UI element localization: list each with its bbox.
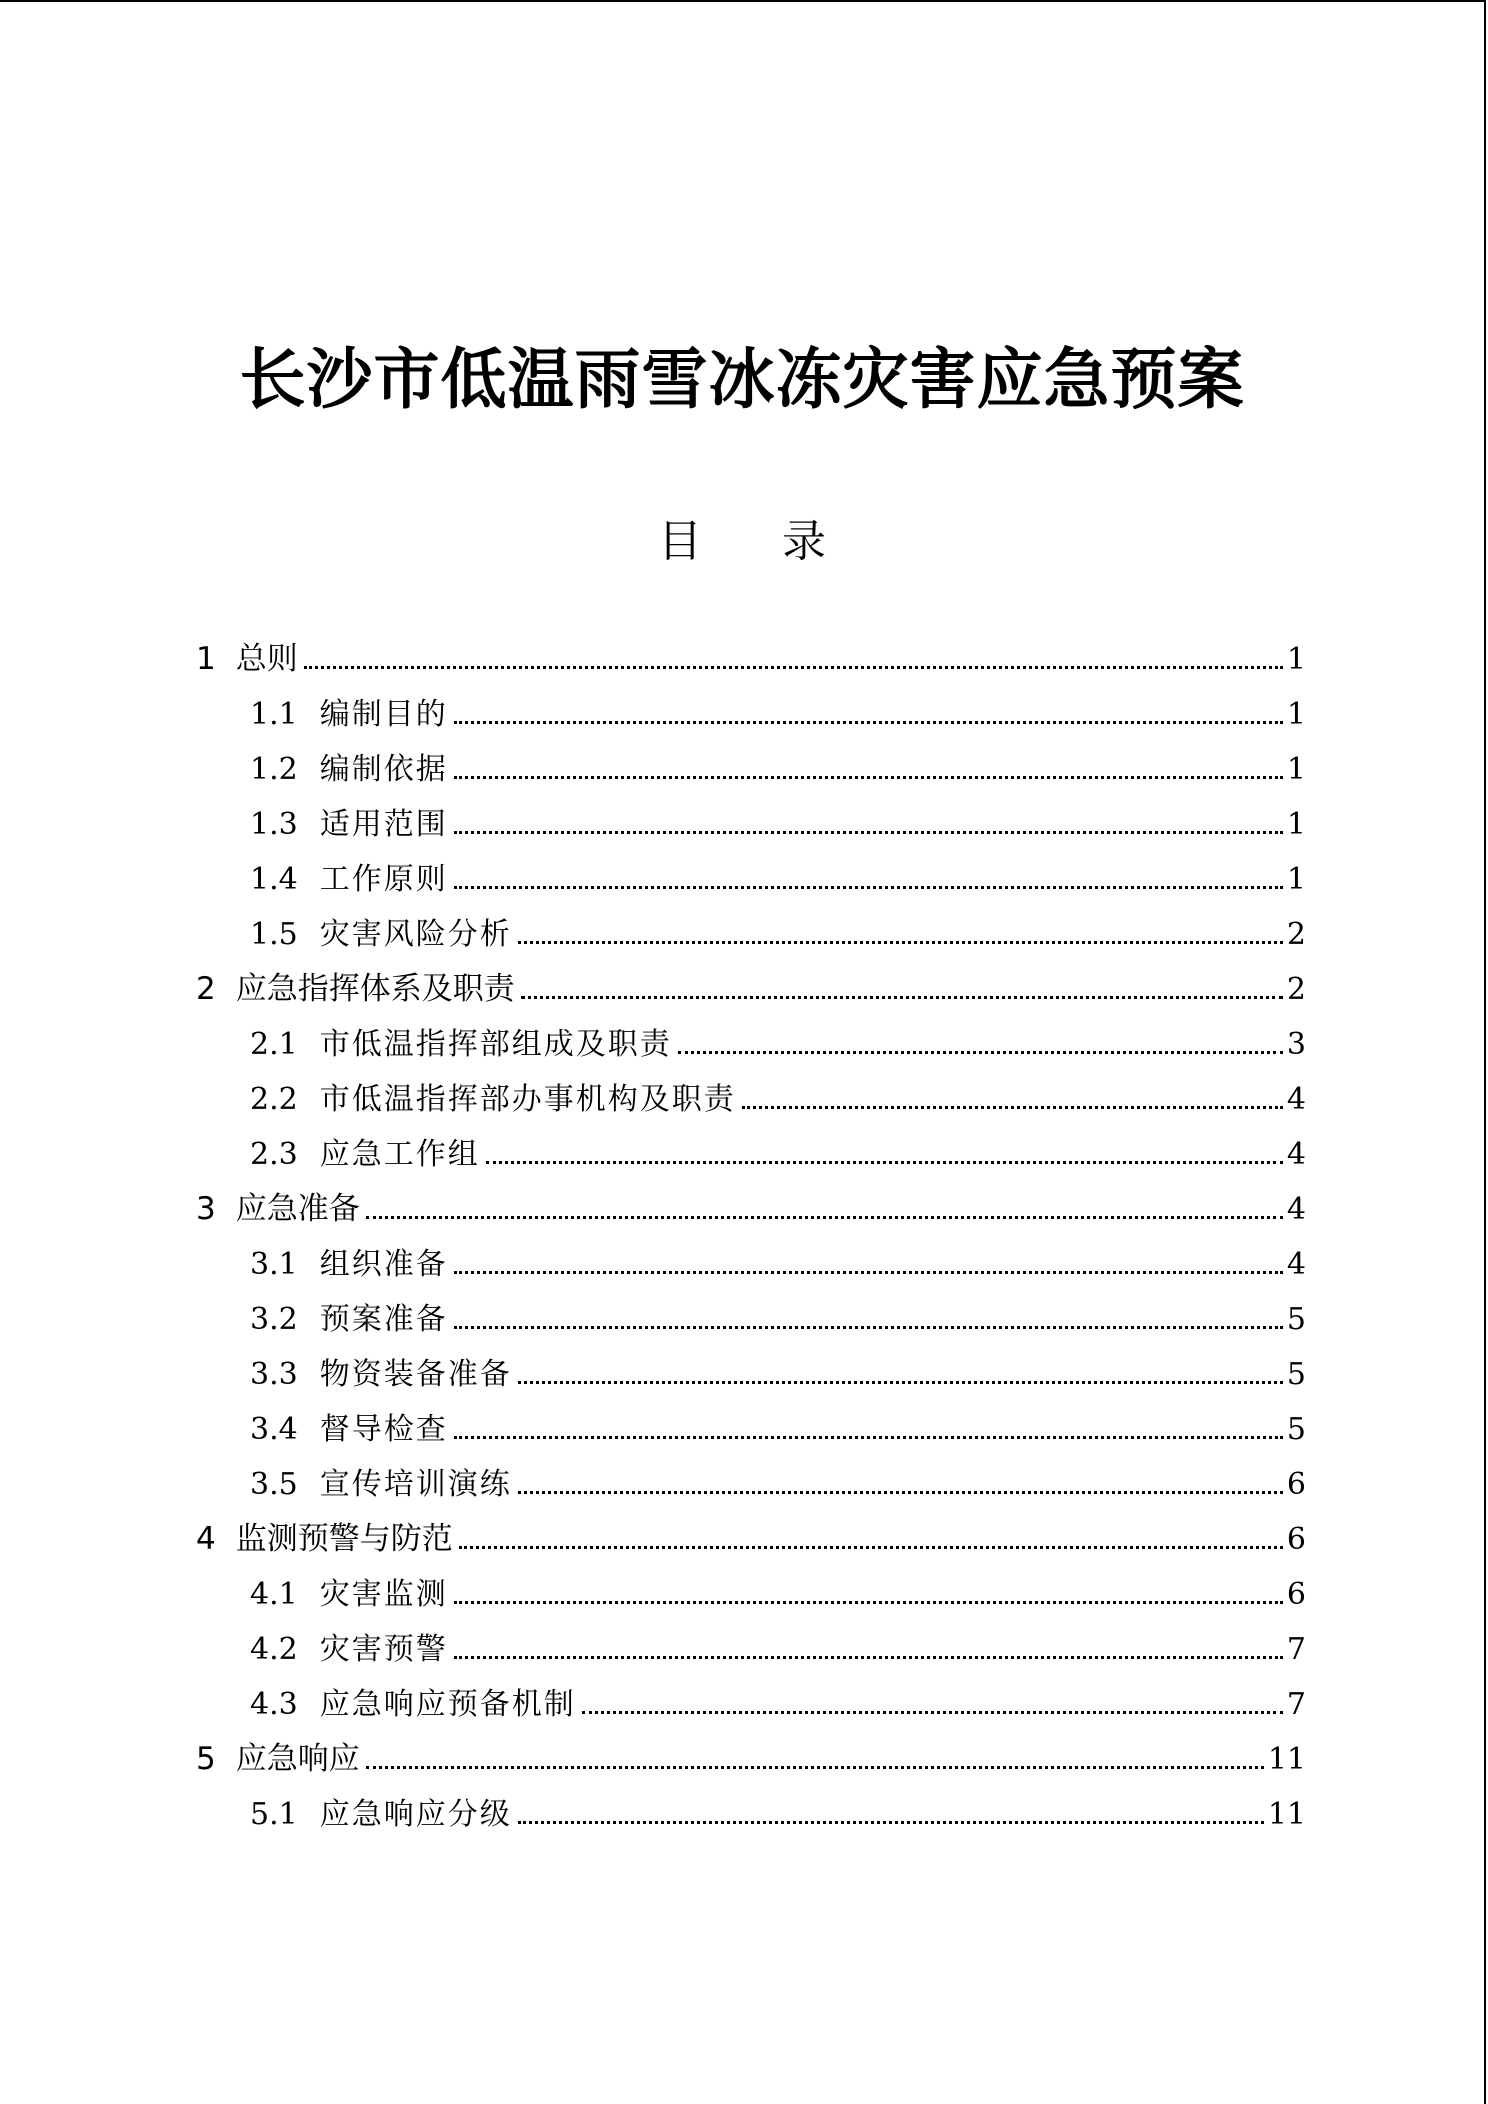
- toc-entry-title: 灾害监测: [319, 1577, 448, 1612]
- toc-chapter-entry[interactable]: [196, 1732, 1306, 1787]
- toc-entry-number: 3.1: [250, 1247, 298, 1282]
- toc-entry-page-number: 6: [1286, 1577, 1306, 1612]
- toc-entry-page-number: 5: [1286, 1357, 1306, 1392]
- toc-section-entry[interactable]: [196, 1787, 1306, 1842]
- toc-heading-right: 录: [782, 516, 826, 567]
- toc-entry-number: 3.5: [250, 1467, 298, 1502]
- toc-section-entry[interactable]: [196, 852, 1306, 907]
- dot-leader: [454, 1271, 1283, 1274]
- toc-entry-title: 编制依据: [319, 752, 448, 787]
- dot-leader: [454, 1436, 1283, 1439]
- table-of-contents: [196, 632, 1306, 1842]
- dot-leader: [454, 721, 1283, 724]
- toc-section-entry[interactable]: [196, 1072, 1306, 1127]
- toc-entry-page-number: 2: [1286, 917, 1306, 952]
- toc-section-entry[interactable]: [196, 1347, 1306, 1402]
- toc-entry-title: 宣传培训演练: [319, 1467, 512, 1502]
- dot-leader: [454, 1326, 1283, 1329]
- toc-entry-page-number: 1: [1286, 752, 1306, 787]
- toc-entry-number: 4.2: [250, 1632, 298, 1667]
- toc-chapter-entry[interactable]: [196, 962, 1306, 1017]
- toc-entry-number: 1.2: [250, 752, 298, 787]
- toc-entry-title: 总则: [235, 641, 298, 677]
- toc-entry-title: 适用范围: [319, 807, 448, 842]
- toc-entry-title: 应急准备: [235, 1191, 360, 1227]
- toc-entry-number: 3: [196, 1191, 216, 1227]
- dot-leader: [518, 941, 1283, 944]
- dot-leader: [366, 1216, 1283, 1219]
- toc-entry-title: 物资装备准备: [319, 1357, 512, 1392]
- toc-entry-number: 2.1: [250, 1027, 298, 1062]
- dot-leader: [518, 1491, 1283, 1494]
- dot-leader: [742, 1106, 1283, 1109]
- toc-entry-page-number: 5: [1286, 1412, 1306, 1447]
- toc-entry-number: 1.3: [250, 807, 298, 842]
- toc-entry-title: 组织准备: [319, 1247, 448, 1282]
- dot-leader: [678, 1051, 1283, 1054]
- toc-entry-number: 1.1: [250, 697, 298, 732]
- dot-leader: [454, 1656, 1283, 1659]
- toc-entry-number: 1.5: [250, 917, 298, 952]
- dot-leader: [582, 1711, 1283, 1714]
- toc-entry-page-number: 4: [1286, 1247, 1306, 1282]
- toc-entry-number: 4.3: [250, 1687, 298, 1722]
- toc-entry-page-number: 11: [1267, 1742, 1306, 1777]
- dot-leader: [518, 1381, 1283, 1384]
- toc-entry-number: 2: [196, 971, 216, 1007]
- toc-entry-title: 工作原则: [319, 862, 448, 897]
- toc-section-entry[interactable]: [196, 1622, 1306, 1677]
- toc-entry-page-number: 5: [1286, 1302, 1306, 1337]
- dot-leader: [521, 996, 1283, 999]
- toc-heading-left: 目: [658, 516, 702, 567]
- toc-section-entry[interactable]: [196, 797, 1306, 852]
- toc-chapter-entry[interactable]: [196, 632, 1306, 687]
- dot-leader: [366, 1766, 1264, 1769]
- toc-entry-page-number: 7: [1286, 1632, 1306, 1667]
- toc-entry-page-number: 4: [1286, 1137, 1306, 1172]
- toc-entry-title: 应急工作组: [319, 1137, 480, 1172]
- toc-entry-number: 3.4: [250, 1412, 298, 1447]
- toc-section-entry[interactable]: [196, 1457, 1306, 1512]
- toc-entry-page-number: 1: [1286, 642, 1306, 677]
- toc-entry-page-number: 2: [1286, 972, 1306, 1007]
- toc-entry-page-number: 6: [1286, 1522, 1306, 1557]
- dot-leader: [486, 1161, 1283, 1164]
- toc-entry-number: 2.3: [250, 1137, 298, 1172]
- toc-entry-page-number: 1: [1286, 862, 1306, 897]
- toc-entry-title: 应急指挥体系及职责: [235, 971, 515, 1007]
- toc-entry-title: 督导检查: [319, 1412, 448, 1447]
- toc-entry-number: 4.1: [250, 1577, 298, 1612]
- toc-entry-number: 1: [196, 641, 216, 677]
- toc-entry-number: 4: [196, 1521, 216, 1557]
- document-title: 长沙市低温雨雪冰冻灾害应急预案: [239, 340, 1245, 418]
- dot-leader: [518, 1821, 1264, 1824]
- toc-section-entry[interactable]: [196, 742, 1306, 797]
- dot-leader: [304, 666, 1283, 669]
- toc-entry-number: 5: [196, 1741, 216, 1777]
- toc-entry-number: 2.2: [250, 1082, 298, 1117]
- toc-entry-page-number: 1: [1286, 807, 1306, 842]
- dot-leader: [459, 1546, 1283, 1549]
- toc-section-entry[interactable]: [196, 1567, 1306, 1622]
- toc-entry-page-number: 4: [1286, 1082, 1306, 1117]
- toc-entry-page-number: 4: [1286, 1192, 1306, 1227]
- toc-entry-title: 应急响应预备机制: [319, 1687, 576, 1722]
- toc-section-entry[interactable]: [196, 1237, 1306, 1292]
- dot-leader: [454, 776, 1283, 779]
- dot-leader: [454, 831, 1283, 834]
- toc-entry-title: 应急响应分级: [319, 1797, 512, 1832]
- toc-chapter-entry[interactable]: [196, 1182, 1306, 1237]
- toc-section-entry[interactable]: [196, 1402, 1306, 1457]
- dot-leader: [454, 886, 1283, 889]
- toc-entry-page-number: 3: [1286, 1027, 1306, 1062]
- toc-entry-number: 3.3: [250, 1357, 298, 1392]
- toc-entry-page-number: 1: [1286, 697, 1306, 732]
- toc-entry-title: 灾害风险分析: [319, 917, 512, 952]
- toc-entry-title: 市低温指挥部组成及职责: [319, 1027, 672, 1062]
- toc-section-entry[interactable]: [196, 1292, 1306, 1347]
- toc-entry-title: 灾害预警: [319, 1632, 448, 1667]
- toc-entry-page-number: 6: [1286, 1467, 1306, 1502]
- toc-entry-title: 预案准备: [319, 1302, 448, 1337]
- toc-section-entry[interactable]: [196, 907, 1306, 962]
- toc-section-entry[interactable]: [196, 687, 1306, 742]
- toc-entry-page-number: 11: [1267, 1797, 1306, 1832]
- dot-leader: [454, 1601, 1283, 1604]
- toc-entry-title: 编制目的: [319, 697, 448, 732]
- toc-entry-number: 3.2: [250, 1302, 298, 1337]
- toc-section-entry[interactable]: [196, 1017, 1306, 1072]
- toc-chapter-entry[interactable]: [196, 1512, 1306, 1567]
- toc-entry-title: 监测预警与防范: [235, 1521, 453, 1557]
- toc-section-entry[interactable]: [196, 1127, 1306, 1182]
- toc-entry-page-number: 7: [1286, 1687, 1306, 1722]
- toc-entry-title: 应急响应: [235, 1741, 360, 1777]
- toc-section-entry[interactable]: [196, 1677, 1306, 1732]
- toc-entry-number: 1.4: [250, 862, 298, 897]
- toc-heading: [0, 510, 1484, 574]
- toc-entry-title: 市低温指挥部办事机构及职责: [319, 1082, 736, 1117]
- toc-entry-number: 5.1: [250, 1797, 298, 1832]
